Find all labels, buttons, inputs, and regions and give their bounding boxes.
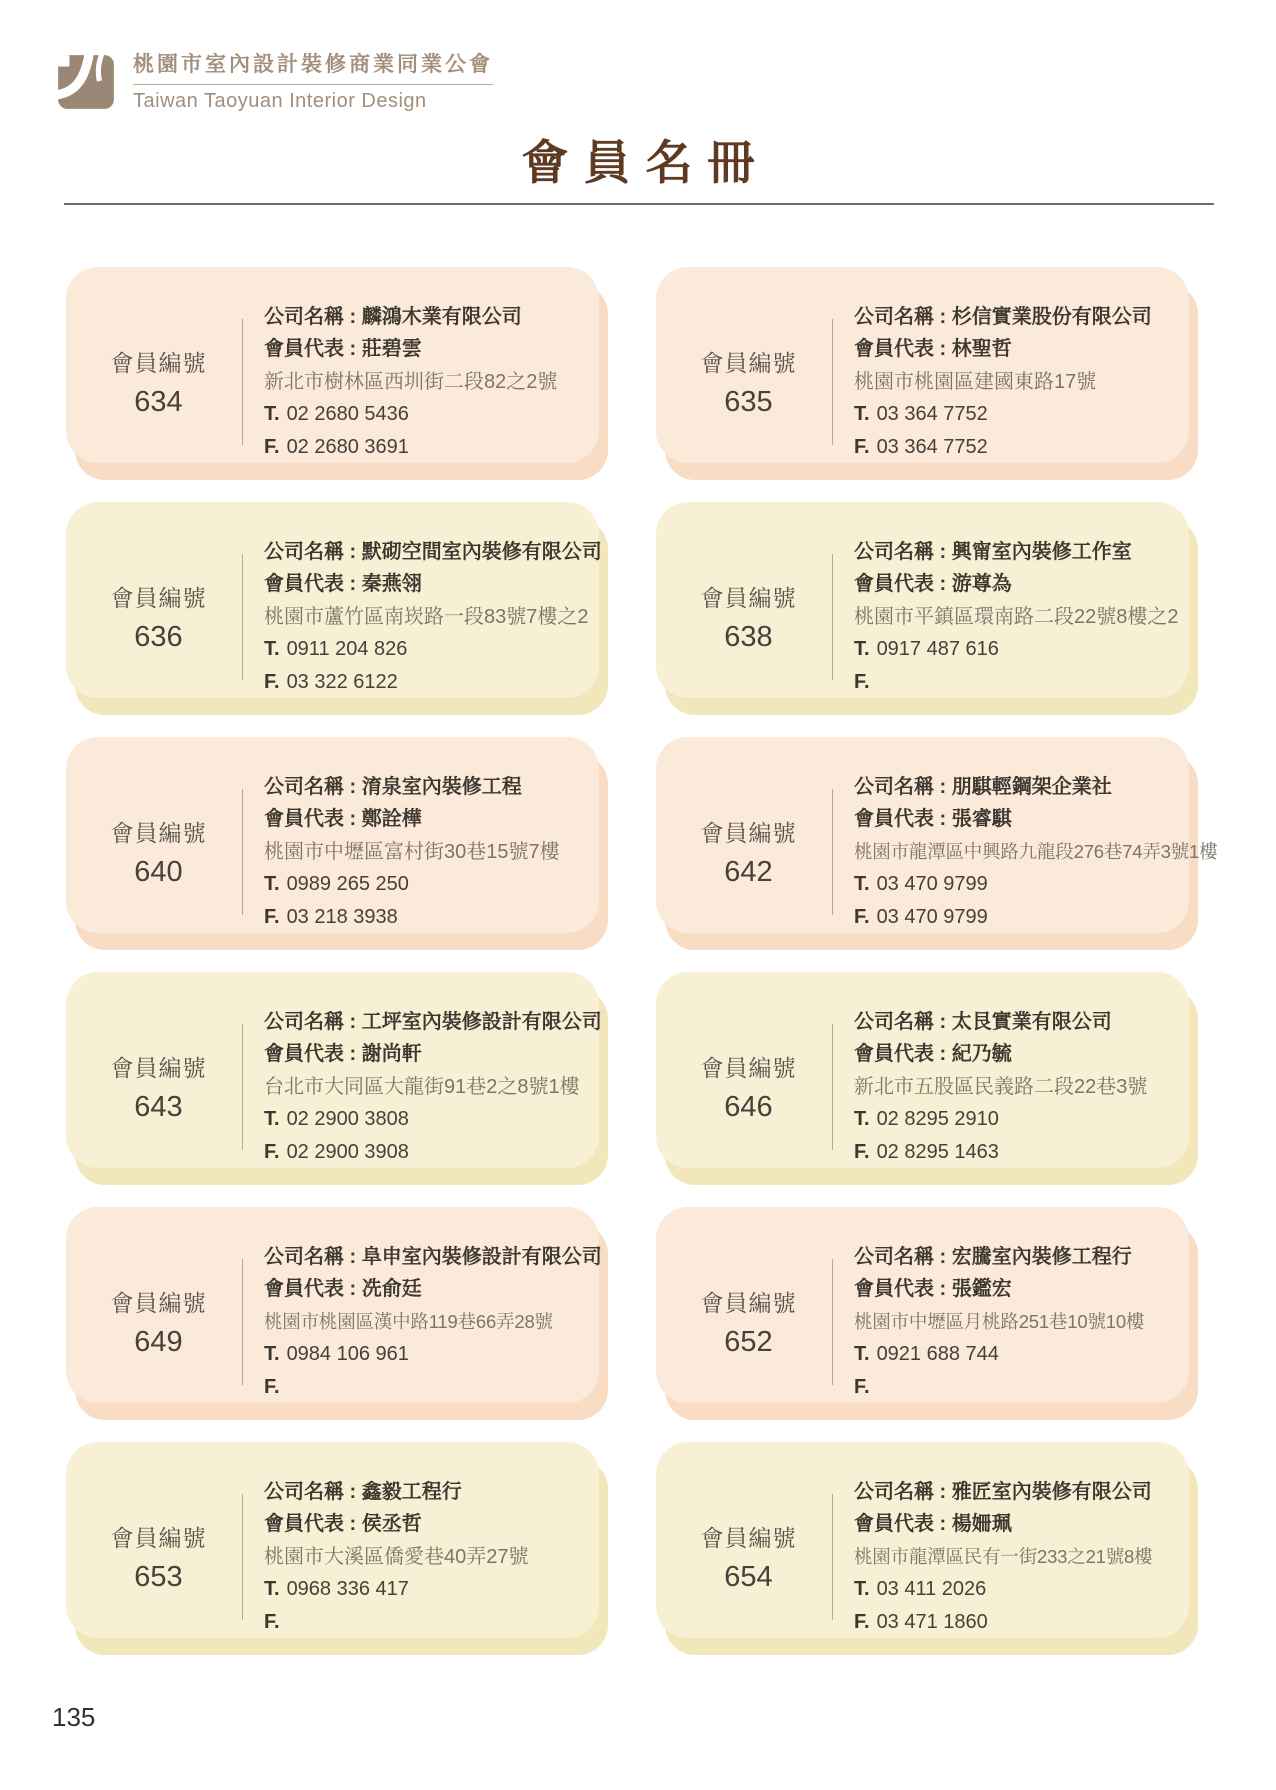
association-logo-icon: [55, 50, 117, 112]
company-line: [264, 1476, 594, 1509]
fax-label: F.: [264, 670, 280, 693]
member-card: [75, 284, 608, 480]
tel-line: [854, 633, 1184, 666]
fax-line: [264, 901, 594, 934]
member-no-block: [75, 1520, 242, 1594]
fax-number: 02 8295 1463: [876, 1140, 999, 1163]
tel-label: T.: [264, 403, 280, 426]
representative-label: 會員代表 :: [854, 808, 952, 831]
representative-name: 謝尚軒: [361, 1043, 422, 1066]
address-line: 台北市大同區大龍街91巷2之8號1樓: [264, 1075, 580, 1098]
address-line: 桃園市龍潭區中興路九龍段276巷74弄3號1樓: [854, 840, 1218, 862]
tel-number: 03 364 7752: [876, 403, 988, 426]
representative-line: [854, 333, 1184, 366]
member-details: [833, 536, 1198, 699]
address-line: 桃園市大溪區僑愛巷40弄27號: [264, 1545, 529, 1568]
member-no-block: [665, 815, 832, 889]
company-line: [854, 1476, 1184, 1509]
member-no-label: 會員編號: [110, 1055, 207, 1081]
fax-label: F.: [854, 435, 870, 458]
tel-label: T.: [854, 1343, 870, 1366]
tel-line: [264, 1338, 602, 1371]
representative-line: [264, 1273, 602, 1306]
member-card: [665, 989, 1198, 1185]
fax-number: 03 322 6122: [286, 670, 398, 693]
member-no: 643: [134, 1091, 183, 1123]
member-details: [833, 1241, 1198, 1404]
representative-label: 會員代表 :: [264, 1043, 362, 1066]
member-no-label: 會員編號: [700, 1525, 797, 1551]
member-no-block: [75, 815, 242, 889]
address-line: 新北市五股區民義路二段22巷3號: [854, 1075, 1148, 1098]
member-no: 634: [134, 386, 183, 418]
representative-label: 會員代表 :: [854, 1043, 952, 1066]
member-details: [833, 1476, 1198, 1639]
member-no: 635: [724, 386, 773, 418]
representative-line: [854, 1508, 1184, 1541]
company-name: 麟鴻木業有限公司: [361, 305, 522, 328]
fax-line: [854, 1606, 1184, 1639]
title-rule: [64, 203, 1214, 205]
company-label: 公司名稱 :: [264, 540, 362, 563]
company-name: 興甯室內裝修工作室: [951, 540, 1132, 563]
member-no-block: [665, 345, 832, 419]
tel-label: T.: [854, 638, 870, 661]
tel-line: [264, 868, 594, 901]
tel-label: T.: [854, 1108, 870, 1131]
fax-label: F.: [854, 905, 870, 928]
company-name: 宏騰室內裝修工程行: [951, 1245, 1132, 1268]
tel-line: [264, 1573, 594, 1606]
fax-number: 03 218 3938: [286, 905, 398, 928]
tel-line: [854, 1103, 1184, 1136]
representative-name: 張鑑宏: [951, 1278, 1012, 1301]
member-no-label: 會員編號: [700, 1290, 797, 1316]
tel-line: [854, 398, 1184, 431]
member-details: [243, 1241, 616, 1404]
member-no-label: 會員編號: [110, 1290, 207, 1316]
member-no-block: [75, 345, 242, 419]
address-line: 桃園市中壢區富村街30巷15號7樓: [264, 840, 560, 863]
representative-line: [854, 568, 1184, 601]
company-label: 公司名稱 :: [264, 1010, 362, 1033]
representative-label: 會員代表 :: [264, 808, 362, 831]
representative-label: 會員代表 :: [854, 1278, 952, 1301]
representative-name: 莊碧雲: [361, 338, 422, 361]
fax-label: F.: [264, 435, 280, 458]
member-card: [665, 1224, 1198, 1420]
company-line: [264, 1241, 602, 1274]
member-no-label: 會員編號: [700, 350, 797, 376]
address-line: 桃園市桃園區漢中路119巷66弄28號: [264, 1310, 553, 1332]
member-no-label: 會員編號: [110, 350, 207, 376]
tel-number: 0917 487 616: [876, 638, 999, 661]
representative-name: 侯丞哲: [361, 1513, 422, 1536]
tel-line: [264, 398, 594, 431]
address-line: 桃園市蘆竹區南崁路一段83號7樓之2: [264, 605, 589, 628]
representative-label: 會員代表 :: [264, 573, 362, 596]
representative-name: 張睿騏: [951, 808, 1012, 831]
fax-number: 02 2900 3908: [286, 1140, 409, 1163]
page-number: 135: [52, 1702, 96, 1732]
representative-line: [264, 1508, 594, 1541]
representative-name: 冼俞廷: [361, 1278, 422, 1301]
tel-label: T.: [854, 1578, 870, 1601]
logo-divider: [133, 84, 493, 85]
company-label: 公司名稱 :: [264, 305, 362, 328]
tel-line: [264, 1103, 602, 1136]
member-details: [243, 301, 608, 464]
member-details: [243, 771, 608, 934]
representative-line: [264, 333, 594, 366]
representative-label: 會員代表 :: [854, 338, 952, 361]
representative-name: 楊姍珮: [951, 1513, 1012, 1536]
address-line: 桃園市桃園區建國東路17號: [854, 370, 1097, 393]
representative-label: 會員代表 :: [264, 1278, 362, 1301]
company-line: [854, 771, 1217, 804]
member-no-label: 會員編號: [110, 820, 207, 846]
tel-label: T.: [264, 873, 280, 896]
company-label: 公司名稱 :: [264, 1480, 362, 1503]
member-no: 646: [724, 1091, 773, 1123]
member-no-block: [665, 580, 832, 654]
fax-number: 03 470 9799: [876, 905, 988, 928]
member-card: [75, 519, 608, 715]
fax-label: F.: [264, 1610, 280, 1633]
member-card: [75, 989, 608, 1185]
member-no: 653: [134, 1561, 183, 1593]
company-label: 公司名稱 :: [854, 305, 952, 328]
member-card: [75, 1224, 608, 1420]
fax-line: [854, 1371, 1184, 1404]
representative-label: 會員代表 :: [854, 1513, 952, 1536]
member-no-block: [75, 1050, 242, 1124]
tel-number: 0984 106 961: [286, 1343, 409, 1366]
representative-name: 秦燕翎: [361, 573, 422, 596]
address-line: 桃園市龍潭區民有一街233之21號8樓: [854, 1545, 1153, 1567]
fax-line: [264, 1136, 602, 1169]
member-card: [665, 1459, 1198, 1655]
fax-label: F.: [854, 1140, 870, 1163]
member-no-block: [665, 1285, 832, 1359]
fax-label: F.: [854, 1610, 870, 1633]
fax-line: [854, 901, 1217, 934]
member-no: 636: [134, 621, 183, 653]
company-line: [264, 301, 594, 334]
association-logo: [55, 48, 493, 113]
company-name: 太艮實業有限公司: [951, 1010, 1112, 1033]
representative-label: 會員代表 :: [854, 573, 952, 596]
company-label: 公司名稱 :: [264, 775, 362, 798]
company-label: 公司名稱 :: [854, 1480, 952, 1503]
representative-line: [854, 803, 1217, 836]
company-label: 公司名稱 :: [264, 1245, 362, 1268]
member-no-label: 會員編號: [700, 1055, 797, 1081]
representative-line: [264, 568, 602, 601]
company-line: [854, 1006, 1184, 1039]
company-name: 工坪室內裝修設計有限公司: [361, 1010, 602, 1033]
fax-number: 03 471 1860: [876, 1610, 988, 1633]
company-name: 鑫毅工程行: [361, 1480, 462, 1503]
fax-label: F.: [854, 670, 870, 693]
fax-line: [264, 666, 602, 699]
member-no-block: [665, 1050, 832, 1124]
tel-line: [854, 868, 1217, 901]
company-line: [854, 536, 1184, 569]
member-no: 640: [134, 856, 183, 888]
company-line: [264, 536, 602, 569]
association-name-zh: 桃園市室內設計裝修商業同業公會: [133, 53, 493, 76]
fax-label: F.: [264, 1140, 280, 1163]
representative-line: [264, 1038, 602, 1071]
representative-line: [854, 1038, 1184, 1071]
member-card: [75, 754, 608, 950]
address-line: 桃園市中壢區月桃路251巷10號10樓: [854, 1310, 1145, 1332]
fax-line: [854, 431, 1184, 464]
tel-label: T.: [264, 638, 280, 661]
tel-number: 0989 265 250: [286, 873, 409, 896]
tel-label: T.: [264, 1578, 280, 1601]
address-line: 桃園市平鎮區環南路二段22號8樓之2: [854, 605, 1179, 628]
association-name-en: Taiwan Taoyuan Interior Design: [133, 90, 427, 112]
company-label: 公司名稱 :: [854, 775, 952, 798]
tel-number: 0968 336 417: [286, 1578, 409, 1601]
member-no-block: [75, 580, 242, 654]
tel-number: 0921 688 744: [876, 1343, 999, 1366]
member-no-block: [75, 1285, 242, 1359]
company-name: 杉信實業股份有限公司: [951, 305, 1152, 328]
member-card: [665, 754, 1218, 950]
company-name: 朋騏輕鋼架企業社: [951, 775, 1112, 798]
tel-line: [854, 1338, 1184, 1371]
company-name: 淯泉室內裝修工程: [361, 775, 522, 798]
company-line: [854, 301, 1184, 334]
tel-line: [264, 633, 602, 666]
address-line: 新北市樹林區西圳街二段82之2號: [264, 370, 558, 393]
member-grid: [75, 284, 1218, 1655]
member-card: [665, 284, 1198, 480]
representative-name: 游尊為: [951, 573, 1012, 596]
representative-line: [264, 803, 594, 836]
member-details: [243, 536, 616, 699]
company-name: 雅匠室內裝修有限公司: [951, 1480, 1152, 1503]
representative-label: 會員代表 :: [264, 1513, 362, 1536]
company-label: 公司名稱 :: [854, 540, 952, 563]
member-details: [243, 1476, 608, 1639]
member-card: [75, 1459, 608, 1655]
member-no: 649: [134, 1326, 183, 1358]
tel-number: 02 2680 5436: [286, 403, 409, 426]
member-no-label: 會員編號: [110, 1525, 207, 1551]
tel-number: 0911 204 826: [286, 638, 408, 661]
fax-label: F.: [264, 1375, 280, 1398]
member-no: 638: [724, 621, 773, 653]
representative-name: 林聖哲: [951, 338, 1012, 361]
tel-line: [854, 1573, 1184, 1606]
company-line: [264, 1006, 602, 1039]
tel-label: T.: [854, 873, 870, 896]
member-no: 652: [724, 1326, 773, 1358]
member-details: [833, 771, 1231, 934]
fax-line: [264, 1606, 594, 1639]
representative-name: 紀乃毓: [951, 1043, 1012, 1066]
fax-label: F.: [264, 905, 280, 928]
member-no-block: [665, 1520, 832, 1594]
member-no-label: 會員編號: [110, 585, 207, 611]
representative-label: 會員代表 :: [264, 338, 362, 361]
member-details: [833, 1006, 1198, 1169]
fax-number: 02 2680 3691: [286, 435, 409, 458]
fax-line: [264, 431, 594, 464]
member-details: [243, 1006, 616, 1169]
member-details: [833, 301, 1198, 464]
company-label: 公司名稱 :: [854, 1245, 952, 1268]
representative-line: [854, 1273, 1184, 1306]
fax-line: [854, 1136, 1184, 1169]
company-line: [264, 771, 594, 804]
representative-name: 鄭詮樺: [361, 808, 422, 831]
member-no-label: 會員編號: [700, 820, 797, 846]
tel-number: 02 8295 2910: [876, 1108, 999, 1131]
tel-label: T.: [854, 403, 870, 426]
fax-label: F.: [854, 1375, 870, 1398]
association-name: [133, 48, 493, 113]
company-name: 默砌空間室內裝修有限公司: [361, 540, 602, 563]
page-title: 會員名冊: [521, 136, 770, 191]
company-name: 阜申室內裝修設計有限公司: [361, 1245, 602, 1268]
tel-number: 03 411 2026: [876, 1578, 987, 1601]
member-no-label: 會員編號: [700, 585, 797, 611]
tel-label: T.: [264, 1108, 280, 1131]
company-line: [854, 1241, 1184, 1274]
tel-number: 02 2900 3808: [286, 1108, 409, 1131]
fax-number: 03 364 7752: [876, 435, 988, 458]
member-card: [665, 519, 1198, 715]
member-no: 642: [724, 856, 773, 888]
fax-line: [854, 666, 1184, 699]
tel-label: T.: [264, 1343, 280, 1366]
company-label: 公司名稱 :: [854, 1010, 952, 1033]
member-no: 654: [724, 1561, 773, 1593]
tel-number: 03 470 9799: [876, 873, 988, 896]
fax-line: [264, 1371, 602, 1404]
